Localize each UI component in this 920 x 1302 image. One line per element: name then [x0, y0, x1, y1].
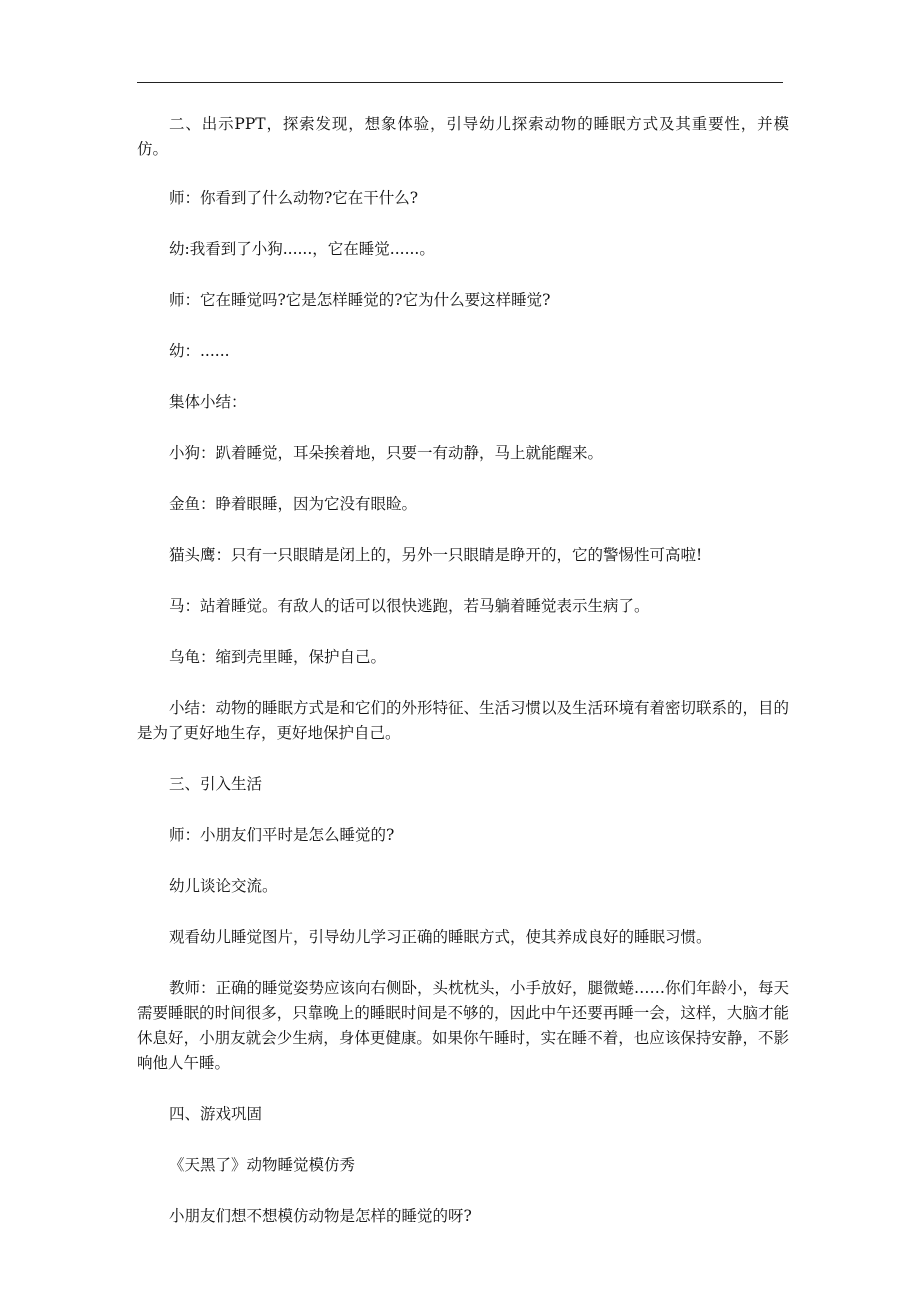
paragraph-section-4-heading: 四、游戏巩固: [169, 1105, 263, 1123]
paragraph-child-answer-2: 幼：......: [169, 342, 230, 360]
paragraph-section-2-heading: 二、出示PPT，探索发现，想象体验，引导幼儿探索动物的睡眠方式及其重要性，并模仿。: [137, 115, 789, 158]
paragraph-dog: 小狗：趴着睡觉，耳朵挨着地，只要一有动静，马上就能醒来。: [169, 444, 604, 462]
paragraph-view-pictures: 观看幼儿睡觉图片，引导幼儿学习正确的睡眠方式，使其养成良好的睡眠习惯。: [169, 928, 712, 946]
paragraph-teacher-guidance: 教师：正确的睡觉姿势应该向右侧卧，头枕枕头，小手放好，腿微蜷……你们年龄小，每天需要睡眠的时间很多，只靠晚上的睡眠时间是不够的，因此中午还要再睡一会，这样，大脑才能休息好，小朋友就会少生病，身体更健康。如果你午睡时，实在睡不着，也应该保持安静，不影响他人午睡。: [137, 979, 790, 1072]
paragraph-turtle: 乌龟：缩到壳里睡，保护自己。: [169, 648, 387, 666]
paragraph-children-discuss: 幼儿谈论交流。: [169, 877, 278, 895]
paragraph-child-answer-1: 幼:我看到了小狗......，它在睡觉......。: [169, 240, 435, 258]
paragraph-teacher-question-3: 师：小朋友们平时是怎么睡觉的?: [169, 826, 395, 844]
paragraph-summary: 小结：动物的睡眠方式是和它们的外形特征、生活习惯以及生活环境有着密切联系的，目的是为了更好地生存，更好地保护自己。: [137, 699, 790, 742]
paragraph-game-title: 《天黑了》动物睡觉模仿秀: [169, 1156, 356, 1174]
paragraph-group-summary-label: 集体小结：: [169, 393, 247, 411]
document-body: [137, 112, 789, 1229]
paragraph-teacher-question-1: 师：你看到了什么动物?它在干什么?: [169, 189, 419, 207]
paragraph-horse: 马：站着睡觉。有敌人的话可以很快逃跑，若马躺着睡觉表示生病了。: [169, 597, 650, 615]
paragraph-game-question: 小朋友们想不想模仿动物是怎样的睡觉的呀?: [169, 1207, 472, 1225]
header-rule: [137, 82, 783, 83]
paragraph-owl: 猫头鹰：只有一只眼睛是闭上的，另外一只眼睛是睁开的，它的警惕性可高啦!: [169, 546, 703, 564]
paragraph-teacher-question-2: 师：它在睡觉吗?它是怎样睡觉的?它为什么要这样睡觉?: [169, 291, 551, 309]
paragraph-section-3-heading: 三、引入生活: [169, 775, 263, 793]
paragraph-goldfish: 金鱼：睁着眼睡，因为它没有眼睑。: [169, 495, 418, 513]
